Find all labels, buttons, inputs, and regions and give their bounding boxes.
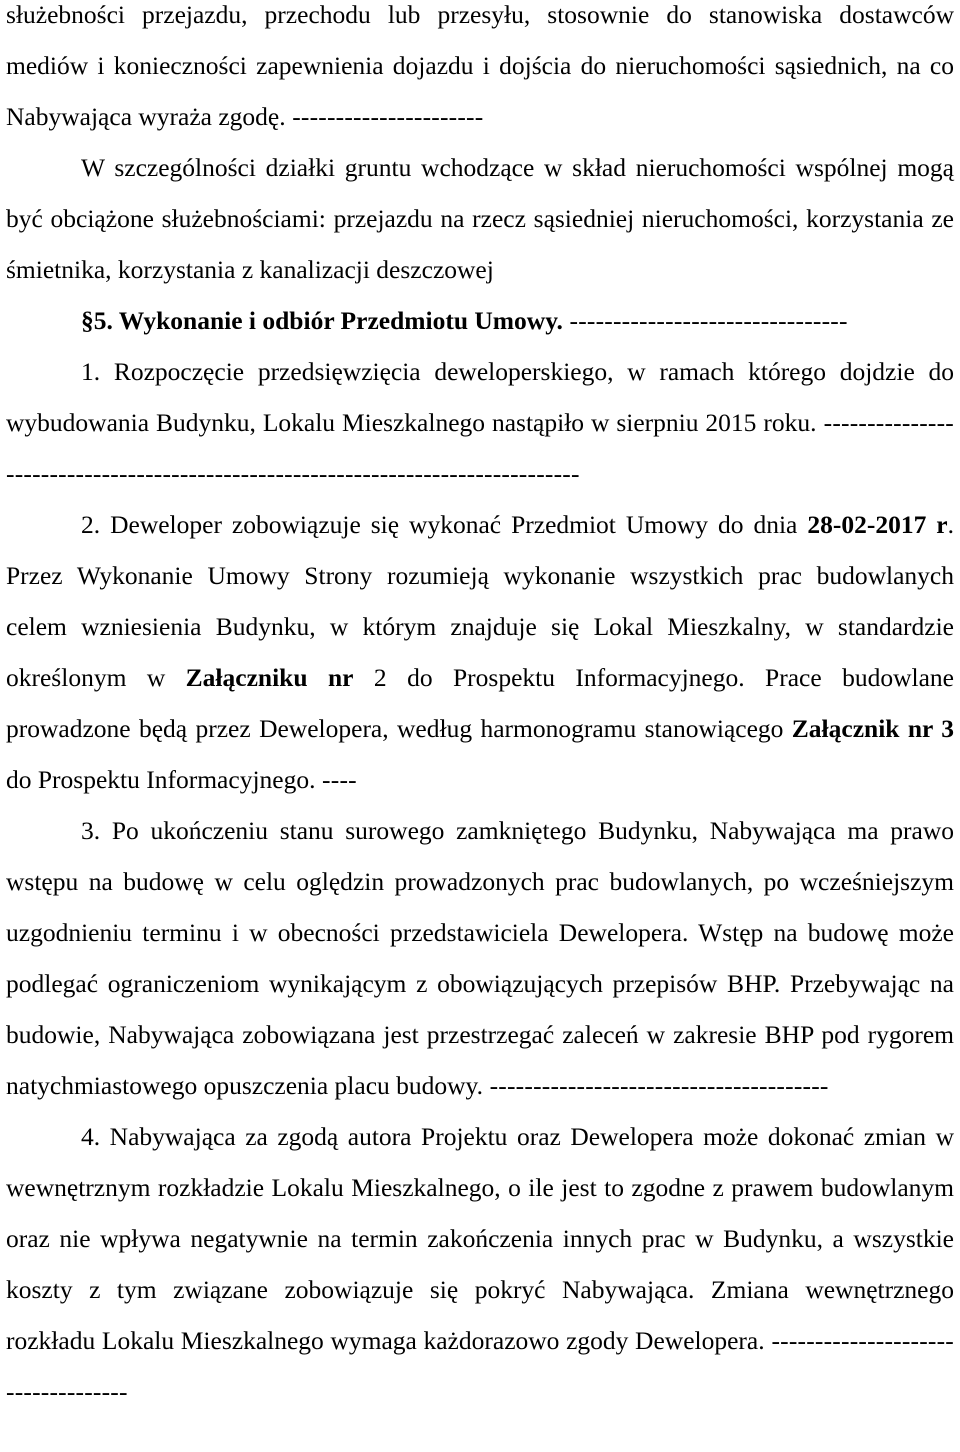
dash-filler: ----: [315, 765, 357, 794]
clause-2: [6, 499, 954, 805]
paragraph-common-property: [6, 142, 954, 295]
dash-filler: --------------------------------: [562, 306, 848, 335]
section-5-heading: [6, 295, 954, 346]
clause-2-text-a: 2. Deweloper zobowiązuje się wykonać Przedmiot Umowy do dnia: [81, 510, 808, 539]
clause-4: [6, 1111, 954, 1417]
clause-2-text-b: . Przez Wykonanie Umowy Strony rozumieją wykonanie wszystkich prac budowlanych celem wzniesienia Budynku, w którym znajduje się Lokal Mieszkalny, w standardzie określonym w: [6, 510, 954, 692]
paragraph-easements-text: służebności przejazdu, przechodu lub przesyłu, stosownie do stanowiska dostawców mediów i konieczności zapewnienia dojazdu i dojścia do nieruchomości sąsiednich, na co Nabywająca wyraża zgodę.: [6, 0, 954, 131]
clause-2-text-c: 2 do Prospektu Informacyjnego. Prace budowlane prowadzone będą przez Dewelopera, według harmonogramu stanowiącego: [6, 663, 954, 743]
paragraph-common-property-text: W szczególności działki gruntu wchodzące w skład nieruchomości wspólnej mogą być obciążone służebnościami: przejazdu na rzecz sąsiedniej nieruchomości, korzystania ze śmietnika, korzystania z kanalizacji deszczowej: [6, 153, 954, 284]
clause-3: [6, 805, 954, 1111]
clause-4-text: 4. Nabywająca za zgodą autora Projektu oraz Dewelopera może dokonać zmian w wewnętrznym rozkładzie Lokalu Mieszkalnego, o ile jest to zgodne z prawem budowlanym oraz nie wpływa negatywnie na termin zakończenia innych prac w Budynku, a wszystkie koszty z tym związane zobowiązuje się pokryć Nabywająca. Zmiana wewnętrznego rozkładu Lokalu Mieszkalnego wymaga każdorazowo zgody Dewelopera.: [6, 1122, 954, 1355]
clause-1-text: 1. Rozpoczęcie przedsięwzięcia deweloperskiego, w ramach którego dojdzie do wybudowania Budynku, Lokalu Mieszkalnego nastąpiło w sierpniu 2015 roku.: [6, 357, 954, 437]
annex-2-reference: Załączniku nr: [185, 663, 354, 692]
annex-3-reference: Załącznik nr 3: [791, 714, 955, 743]
dash-filler: ----------------------: [285, 102, 484, 131]
dash-filler: ---------------------------------------------------------------------------------: [6, 408, 955, 488]
section-5-title: §5. Wykonanie i odbiór Przedmiotu Umowy.: [81, 306, 563, 335]
dash-filler: -----------------------------------: [6, 1326, 954, 1406]
clause-3-text: 3. Po ukończeniu stanu surowego zamkniętego Budynku, Nabywająca ma prawo wstępu na budowę w celu oględzin prowadzonych prac budowlanych, po wcześniejszym uzgodnieniu terminu i w obecności przedstawiciela Dewelopera. Wstęp na budowę może podlegać ograniczeniom wynikającym z obowiązujących przepisów BHP. Przebywając na budowie, Nabywająca zobowiązana jest przestrzegać zaleceń w zakresie BHP pod rygorem natychmiastowego opuszczenia placu budowy.: [6, 816, 954, 1100]
paragraph-easements: [6, 0, 954, 142]
clause-2-text-d: do Prospektu Informacyjnego.: [6, 765, 316, 794]
dash-filler: ---------------------------------------: [483, 1071, 829, 1100]
clause-1: [6, 346, 954, 499]
completion-date: 28-02-2017 r: [807, 510, 948, 539]
